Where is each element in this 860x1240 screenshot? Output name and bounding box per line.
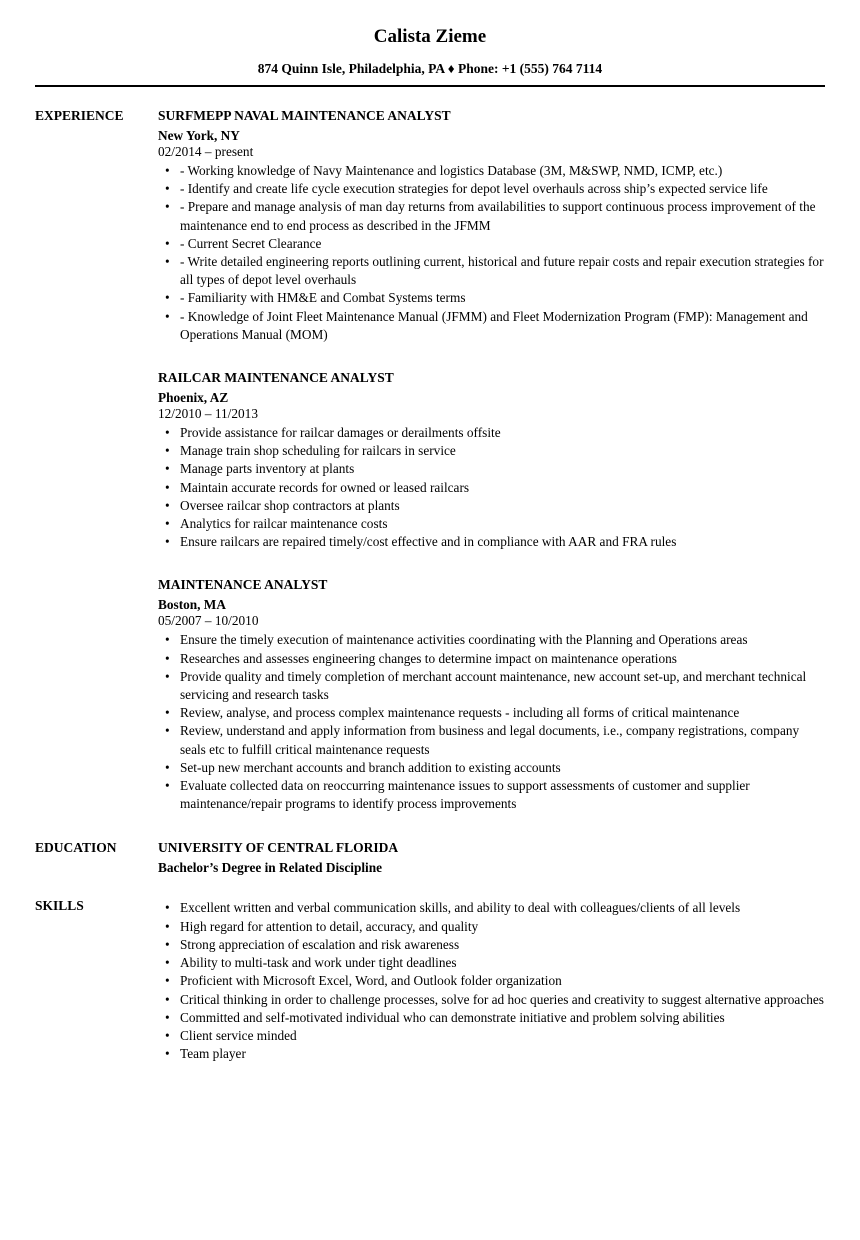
job-bullet-item: • Analytics for railcar maintenance costs (158, 515, 825, 533)
job-bullet-item: • Evaluate collected data on reoccurring maintenance issues to support assessments of customer and supplier maintenance/repair programs to identify process improvements (158, 777, 825, 813)
job-dates: 05/2007 – 10/2010 (158, 613, 259, 629)
job-bullet-list (158, 162, 825, 344)
education-section (35, 839, 825, 877)
job-title: SURFMEPP NAVAL MAINTENANCE ANALYST (158, 108, 451, 123)
job-bullet-item: • Ensure railcars are repaired timely/cost effective and in compliance with AAR and FRA rules (158, 533, 825, 551)
skill-bullet-item: • Team player (158, 1045, 825, 1063)
education-school: UNIVERSITY OF CENTRAL FLORIDA (158, 840, 399, 856)
skill-bullet-item: • High regard for attention to detail, accuracy, and quality (158, 918, 825, 936)
job-location: Boston, MA (158, 597, 226, 613)
job-bullet-item: • Manage parts inventory at plants (158, 460, 825, 478)
job-bullet-item: • - Prepare and manage analysis of man day returns from availabilities to support continuous process improvement of the maintenance end to end process as described in the JFMM (158, 198, 825, 234)
job-bullet-item: • Review, understand and apply information from business and legal documents, i.e., company registrations, company seals etc to fulfill critical maintenance requests (158, 722, 825, 758)
skills-section (35, 897, 825, 1063)
job-title: RAILCAR MAINTENANCE ANALYST (158, 370, 394, 386)
contact-line: 874 Quinn Isle, Philadelphia, PA ♦ Phone: +1 (555) 764 7114 (257, 61, 603, 76)
job-entry-2 (158, 369, 825, 551)
job-bullet-item: • Set-up new merchant accounts and branch addition to existing accounts (158, 759, 825, 777)
skill-bullet-item: • Proficient with Microsoft Excel, Word, and Outlook folder organization (158, 972, 825, 990)
job-dates: 12/2010 – 11/2013 (158, 406, 258, 422)
job-dates: 02/2014 – present (158, 144, 254, 159)
experience-section-label: EXPERIENCE (35, 108, 124, 123)
job-bullet-item: • - Current Secret Clearance (158, 235, 825, 253)
header-divider (35, 85, 825, 87)
job-bullet-item: • Ensure the timely execution of maintenance activities coordinating with the Planning and Operations areas (158, 631, 825, 649)
job-bullet-item: • Maintain accurate records for owned or leased railcars (158, 479, 825, 497)
job-bullet-item: • Manage train shop scheduling for railcars in service (158, 442, 825, 460)
skills-section-label: SKILLS (35, 898, 84, 914)
job-bullet-item: • Researches and assesses engineering changes to determine impact on maintenance operations (158, 650, 825, 668)
job-entry-1 (158, 107, 825, 344)
job-location: New York, NY (158, 128, 240, 143)
skill-bullet-item: • Ability to multi-task and work under tight deadlines (158, 954, 825, 972)
education-section-content (158, 839, 825, 877)
job-bullet-item: • - Identify and create life cycle execution strategies for depot level overhauls across ship’s expected service life (158, 180, 825, 198)
job-bullet-item: • - Familiarity with HM&E and Combat Systems terms (158, 289, 825, 307)
skill-bullet-item: • Critical thinking in order to challenge processes, solve for ad hoc queries and creativity to suggest alternative approaches (158, 991, 825, 1009)
skill-bullet-item: • Strong appreciation of escalation and risk awareness (158, 936, 825, 954)
experience-section-content (158, 107, 825, 813)
skills-bullet-list (158, 899, 825, 1063)
job-bullet-item: • - Write detailed engineering reports outlining current, historical and future repair costs and repair execution strategies for all types of depot level overhauls (158, 253, 825, 289)
education-section-label: EDUCATION (35, 840, 117, 856)
skill-bullet-item: • Committed and self-motivated individual who can demonstrate initiative and problem solving abilities (158, 1009, 825, 1027)
job-location: Phoenix, AZ (158, 390, 229, 406)
job-bullet-item: • Review, analyse, and process complex maintenance requests - including all forms of critical maintenance (158, 704, 825, 722)
skill-bullet-item: • Client service minded (158, 1027, 825, 1045)
experience-section (35, 107, 825, 813)
job-entry-3 (158, 576, 825, 813)
candidate-name: Calista Zieme (373, 26, 487, 47)
education-degree: Bachelor’s Degree in Related Discipline (158, 860, 383, 876)
job-bullet-item: • Oversee railcar shop contractors at plants (158, 497, 825, 515)
job-bullet-item: • Provide assistance for railcar damages or derailments offsite (158, 424, 825, 442)
job-bullet-item: • Provide quality and timely completion of merchant account maintenance, new account set-up, and merchant technical servicing and research tasks (158, 668, 825, 704)
job-bullet-list (158, 424, 825, 551)
job-bullet-item: • - Knowledge of Joint Fleet Maintenance Manual (JFMM) and Fleet Modernization Program (FMP): Management and Operations Manual (MOM) (158, 308, 825, 344)
job-title: MAINTENANCE ANALYST (158, 577, 328, 593)
job-bullet-list (158, 631, 825, 813)
job-bullet-item: • - Working knowledge of Navy Maintenance and logistics Database (3M, M&SWP, NMD, ICMP, etc.) (158, 162, 825, 180)
skills-section-content (158, 897, 825, 1063)
skill-bullet-item: • Excellent written and verbal communication skills, and ability to deal with colleagues/clients of all levels (158, 899, 825, 917)
